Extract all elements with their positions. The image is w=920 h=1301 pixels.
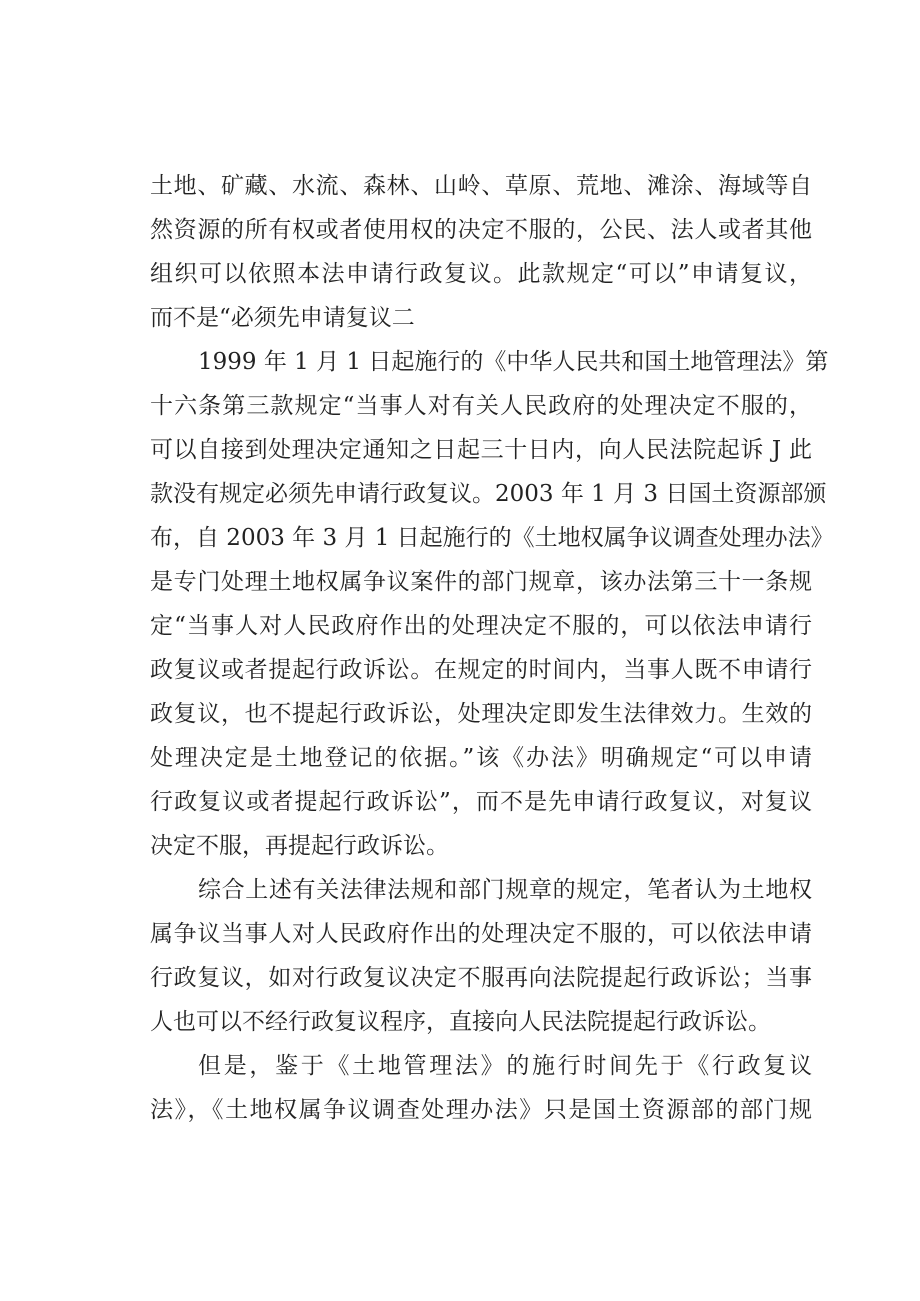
paragraph-line: 十六条第三款规定“当事人对有关人民政府的处理决定不服的， (150, 393, 812, 419)
paragraph-line: 组织可以依照本法申请行政复议。此款规定“可以”申请复议， (150, 261, 812, 287)
paragraph-line: 行政复议或者提起行政诉讼”，而不是先申请行政复议，对复议 (150, 789, 812, 815)
paragraph-line: 而不是“必须先申请复议二 (150, 305, 415, 331)
paragraph-line: 土地、矿藏、水流、森林、山岭、草原、荒地、滩涂、海域等自 (150, 173, 812, 199)
paragraph-line: 人也可以不经行政复议程序，直接向人民法院提起行政诉讼。 (150, 1009, 771, 1035)
paragraph-line: 属争议当事人对人民政府作出的处理决定不服的，可以依法申请 (150, 921, 812, 947)
paragraph-line: 款没有规定必须先申请行政复议。2003 年 1 月 3 日国土资源部颁 (150, 481, 827, 507)
paragraph-line: 决定不服，再提起行政诉讼。 (150, 833, 449, 859)
paragraph-line: 然资源的所有权或者使用权的决定不服的，公民、法人或者其他 (150, 217, 812, 243)
paragraph-line: 政复议，也不提起行政诉讼，处理决定即发生法律效力。生效的 (150, 701, 812, 727)
paragraph-line: 但是，鉴于《土地管理法》的施行时间先于《行政复议 (198, 1053, 812, 1079)
paragraph-line: 法》，《土地权属争议调查处理办法》只是国土资源部的部门规 (150, 1097, 812, 1123)
paragraph-line: 政复议或者提起行政诉讼。在规定的时间内，当事人既不申请行 (150, 657, 812, 683)
paragraph-line: 是专门处理土地权属争议案件的部门规章，该办法第三十一条规 (150, 569, 812, 595)
paragraph-line: 处理决定是土地登记的依据。”该《办法》明确规定“可以申请 (150, 745, 812, 771)
paragraph-line: 1999 年 1 月 1 日起施行的《中华人民共和国土地管理法》第 (198, 349, 829, 375)
paragraph-line: 行政复议，如对行政复议决定不服再向法院提起行政诉讼；当事 (150, 965, 812, 991)
paragraph-line: 布，自 2003 年 3 月 1 日起施行的《土地权属争议调查处理办法》 (150, 525, 834, 551)
paragraph-line: 定“当事人对人民政府作出的处理决定不服的，可以依法申请行 (150, 613, 812, 639)
paragraph-line: 可以自接到处理决定通知之日起三十日内，向人民法院起诉 J 此 (150, 437, 812, 463)
paragraph-line: 综合上述有关法律法规和部门规章的规定，笔者认为土地权 (198, 877, 812, 903)
document-body (150, 164, 834, 1132)
